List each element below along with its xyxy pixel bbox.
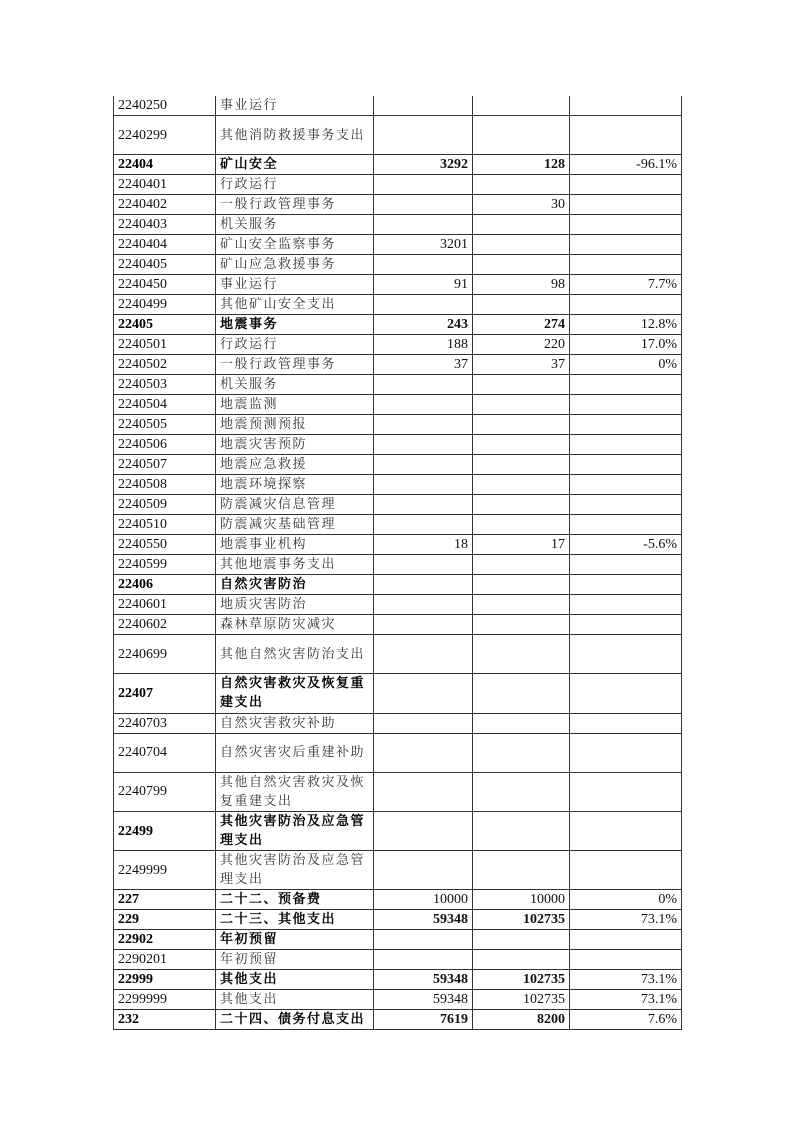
change-percent-cell: 73.1% [570,990,682,1010]
current-year-value-cell: 37 [473,355,570,375]
subject-name-cell: 其他支出 [216,990,374,1010]
subject-code-cell: 22404 [114,155,216,175]
current-year-value-cell [473,435,570,455]
table-row [114,116,682,155]
subject-code-cell: 2240509 [114,495,216,515]
current-year-value-cell [473,255,570,275]
table-row [114,635,682,674]
current-year-value-cell [473,475,570,495]
subject-name-cell: 其他自然灾害防治支出 [216,635,374,674]
subject-name-cell: 行政运行 [216,335,374,355]
prior-year-value-cell [374,930,473,950]
subject-name-cell: 矿山应急救援事务 [216,255,374,275]
subject-name-cell: 二十三、其他支出 [216,910,374,930]
prior-year-value-cell [374,215,473,235]
change-percent-cell: 0% [570,355,682,375]
prior-year-value-cell: 37 [374,355,473,375]
subject-name-cell: 其他灾害防治及应急管理支出 [216,811,374,850]
change-percent-cell: -96.1% [570,155,682,175]
change-percent-cell: 0% [570,890,682,910]
prior-year-value-cell: 3292 [374,155,473,175]
current-year-value-cell [473,674,570,713]
current-year-value-cell: 98 [473,275,570,295]
subject-code-cell: 2240402 [114,195,216,215]
current-year-value-cell: 220 [473,335,570,355]
subject-name-cell: 其他消防救援事务支出 [216,116,374,155]
subject-code-cell: 227 [114,890,216,910]
change-percent-cell [570,215,682,235]
table-row [114,375,682,395]
table-row [114,215,682,235]
prior-year-value-cell [374,950,473,970]
subject-code-cell: 22999 [114,970,216,990]
change-percent-cell: 7.7% [570,275,682,295]
subject-name-cell: 机关服务 [216,215,374,235]
category-row [114,890,682,910]
table-row [114,515,682,535]
subject-code-cell: 2240699 [114,635,216,674]
current-year-value-cell [473,615,570,635]
prior-year-value-cell [374,255,473,275]
subject-name-cell: 其他矿山安全支出 [216,295,374,315]
table-row [114,851,682,890]
prior-year-value-cell: 3201 [374,235,473,255]
table-row [114,495,682,515]
subject-code-cell: 229 [114,910,216,930]
change-percent-cell [570,96,682,116]
current-year-value-cell [473,635,570,674]
budget-table [113,96,682,1030]
subject-name-cell: 森林草原防灾减灾 [216,615,374,635]
prior-year-value-cell [374,495,473,515]
subject-code-cell: 2240403 [114,215,216,235]
subject-code-cell: 2290201 [114,950,216,970]
prior-year-value-cell: 243 [374,315,473,335]
category-row [114,811,682,850]
current-year-value-cell [473,415,570,435]
table-row [114,96,682,116]
change-percent-cell [570,255,682,275]
current-year-value-cell [473,851,570,890]
change-percent-cell [570,515,682,535]
current-year-value-cell [473,772,570,811]
subject-name-cell: 自然灾害救灾补助 [216,713,374,733]
table-row [114,415,682,435]
subject-name-cell: 防震减灾基础管理 [216,515,374,535]
prior-year-value-cell: 18 [374,535,473,555]
subject-code-cell: 2240799 [114,772,216,811]
table-row [114,255,682,275]
subject-code-cell: 22405 [114,315,216,335]
change-percent-cell [570,116,682,155]
budget-table-body [114,96,682,1030]
current-year-value-cell: 102735 [473,970,570,990]
subject-name-cell: 二十四、债务付息支出 [216,1010,374,1030]
table-row [114,713,682,733]
change-percent-cell [570,495,682,515]
change-percent-cell [570,635,682,674]
subject-code-cell: 2240405 [114,255,216,275]
current-year-value-cell [473,713,570,733]
prior-year-value-cell [374,295,473,315]
current-year-value-cell [473,575,570,595]
subject-name-cell: 二十二、预备费 [216,890,374,910]
change-percent-cell [570,195,682,215]
subject-code-cell: 2240703 [114,713,216,733]
subject-code-cell: 22499 [114,811,216,850]
subject-name-cell: 地震预测预报 [216,415,374,435]
table-row [114,595,682,615]
change-percent-cell [570,555,682,575]
subject-name-cell: 事业运行 [216,275,374,295]
current-year-value-cell: 274 [473,315,570,335]
subject-name-cell: 年初预留 [216,930,374,950]
prior-year-value-cell [374,435,473,455]
change-percent-cell: -5.6% [570,535,682,555]
subject-code-cell: 2240510 [114,515,216,535]
table-row [114,355,682,375]
subject-code-cell: 2240502 [114,355,216,375]
subject-name-cell: 地震应急救援 [216,455,374,475]
subject-name-cell: 其他自然灾害救灾及恢复重建支出 [216,772,374,811]
current-year-value-cell [473,235,570,255]
prior-year-value-cell: 59348 [374,970,473,990]
subject-name-cell: 一般行政管理事务 [216,195,374,215]
prior-year-value-cell: 7619 [374,1010,473,1030]
subject-name-cell: 自然灾害防治 [216,575,374,595]
prior-year-value-cell [374,455,473,475]
subject-name-cell: 矿山安全监察事务 [216,235,374,255]
table-row [114,235,682,255]
subject-code-cell: 2240506 [114,435,216,455]
prior-year-value-cell: 59348 [374,990,473,1010]
subject-code-cell: 2299999 [114,990,216,1010]
table-row [114,195,682,215]
change-percent-cell [570,435,682,455]
change-percent-cell [570,713,682,733]
prior-year-value-cell [374,375,473,395]
subject-code-cell: 2249999 [114,851,216,890]
change-percent-cell [570,175,682,195]
table-row [114,950,682,970]
prior-year-value-cell [374,415,473,435]
current-year-value-cell [473,215,570,235]
subject-code-cell: 2240599 [114,555,216,575]
current-year-value-cell [473,295,570,315]
current-year-value-cell: 10000 [473,890,570,910]
current-year-value-cell [473,555,570,575]
category-row [114,1010,682,1030]
subject-code-cell: 2240504 [114,395,216,415]
subject-code-cell: 2240507 [114,455,216,475]
table-row [114,455,682,475]
current-year-value-cell [473,515,570,535]
table-row [114,535,682,555]
current-year-value-cell: 17 [473,535,570,555]
table-row [114,772,682,811]
table-row [114,475,682,495]
subject-name-cell: 事业运行 [216,96,374,116]
current-year-value-cell [473,455,570,475]
current-year-value-cell [473,175,570,195]
prior-year-value-cell [374,635,473,674]
prior-year-value-cell [374,555,473,575]
table-row [114,555,682,575]
current-year-value-cell [473,595,570,615]
subject-code-cell: 2240503 [114,375,216,395]
subject-code-cell: 232 [114,1010,216,1030]
change-percent-cell [570,395,682,415]
subject-code-cell: 2240501 [114,335,216,355]
subject-code-cell: 2240250 [114,96,216,116]
current-year-value-cell [473,733,570,772]
subject-name-cell: 地质灾害防治 [216,595,374,615]
prior-year-value-cell [374,575,473,595]
table-row [114,275,682,295]
prior-year-value-cell [374,674,473,713]
table-row [114,175,682,195]
change-percent-cell [570,295,682,315]
change-percent-cell [570,930,682,950]
subject-name-cell: 矿山安全 [216,155,374,175]
change-percent-cell [570,455,682,475]
prior-year-value-cell [374,96,473,116]
subject-name-cell: 其他灾害防治及应急管理支出 [216,851,374,890]
current-year-value-cell [473,811,570,850]
table-row [114,733,682,772]
table-row [114,395,682,415]
prior-year-value-cell [374,713,473,733]
table-row [114,615,682,635]
table-row [114,435,682,455]
change-percent-cell [570,615,682,635]
change-percent-cell [570,475,682,495]
subject-code-cell: 2240499 [114,295,216,315]
change-percent-cell [570,595,682,615]
category-row [114,930,682,950]
change-percent-cell [570,415,682,435]
subject-code-cell: 2240505 [114,415,216,435]
subject-name-cell: 地震事务 [216,315,374,335]
current-year-value-cell [473,950,570,970]
category-row [114,315,682,335]
prior-year-value-cell [374,116,473,155]
change-percent-cell [570,950,682,970]
subject-code-cell: 2240299 [114,116,216,155]
change-percent-cell [570,674,682,713]
subject-name-cell: 自然灾害救灾及恢复重建支出 [216,674,374,713]
subject-code-cell: 2240508 [114,475,216,495]
subject-code-cell: 2240602 [114,615,216,635]
category-row [114,155,682,175]
subject-name-cell: 其他支出 [216,970,374,990]
current-year-value-cell: 8200 [473,1010,570,1030]
current-year-value-cell: 102735 [473,910,570,930]
prior-year-value-cell [374,515,473,535]
category-row [114,674,682,713]
subject-code-cell: 22902 [114,930,216,950]
change-percent-cell: 73.1% [570,970,682,990]
subject-name-cell: 其他地震事务支出 [216,555,374,575]
subject-name-cell: 地震灾害预防 [216,435,374,455]
subject-name-cell: 年初预留 [216,950,374,970]
change-percent-cell [570,235,682,255]
category-row [114,575,682,595]
prior-year-value-cell [374,475,473,495]
subject-code-cell: 2240704 [114,733,216,772]
prior-year-value-cell [374,811,473,850]
prior-year-value-cell: 188 [374,335,473,355]
category-row [114,910,682,930]
current-year-value-cell [473,495,570,515]
subject-name-cell: 行政运行 [216,175,374,195]
prior-year-value-cell [374,395,473,415]
change-percent-cell: 12.8% [570,315,682,335]
subject-name-cell: 自然灾害灾后重建补助 [216,733,374,772]
category-row [114,970,682,990]
change-percent-cell: 73.1% [570,910,682,930]
subject-name-cell: 地震环境探察 [216,475,374,495]
prior-year-value-cell [374,175,473,195]
subject-name-cell: 地震事业机构 [216,535,374,555]
current-year-value-cell [473,116,570,155]
prior-year-value-cell [374,851,473,890]
prior-year-value-cell [374,772,473,811]
subject-code-cell: 2240601 [114,595,216,615]
current-year-value-cell: 30 [473,195,570,215]
prior-year-value-cell: 91 [374,275,473,295]
current-year-value-cell [473,96,570,116]
subject-code-cell: 2240450 [114,275,216,295]
change-percent-cell [570,733,682,772]
prior-year-value-cell: 10000 [374,890,473,910]
current-year-value-cell: 102735 [473,990,570,1010]
change-percent-cell: 17.0% [570,335,682,355]
change-percent-cell [570,575,682,595]
subject-code-cell: 22406 [114,575,216,595]
subject-code-cell: 22407 [114,674,216,713]
change-percent-cell [570,811,682,850]
current-year-value-cell [473,395,570,415]
subject-name-cell: 一般行政管理事务 [216,355,374,375]
subject-code-cell: 2240401 [114,175,216,195]
change-percent-cell [570,851,682,890]
subject-name-cell: 机关服务 [216,375,374,395]
change-percent-cell: 7.6% [570,1010,682,1030]
change-percent-cell [570,375,682,395]
table-row [114,295,682,315]
prior-year-value-cell [374,595,473,615]
change-percent-cell [570,772,682,811]
subject-code-cell: 2240550 [114,535,216,555]
prior-year-value-cell [374,195,473,215]
prior-year-value-cell: 59348 [374,910,473,930]
table-row [114,335,682,355]
subject-name-cell: 地震监测 [216,395,374,415]
table-row [114,990,682,1010]
prior-year-value-cell [374,615,473,635]
current-year-value-cell [473,930,570,950]
prior-year-value-cell [374,733,473,772]
subject-code-cell: 2240404 [114,235,216,255]
current-year-value-cell: 128 [473,155,570,175]
subject-name-cell: 防震减灾信息管理 [216,495,374,515]
current-year-value-cell [473,375,570,395]
